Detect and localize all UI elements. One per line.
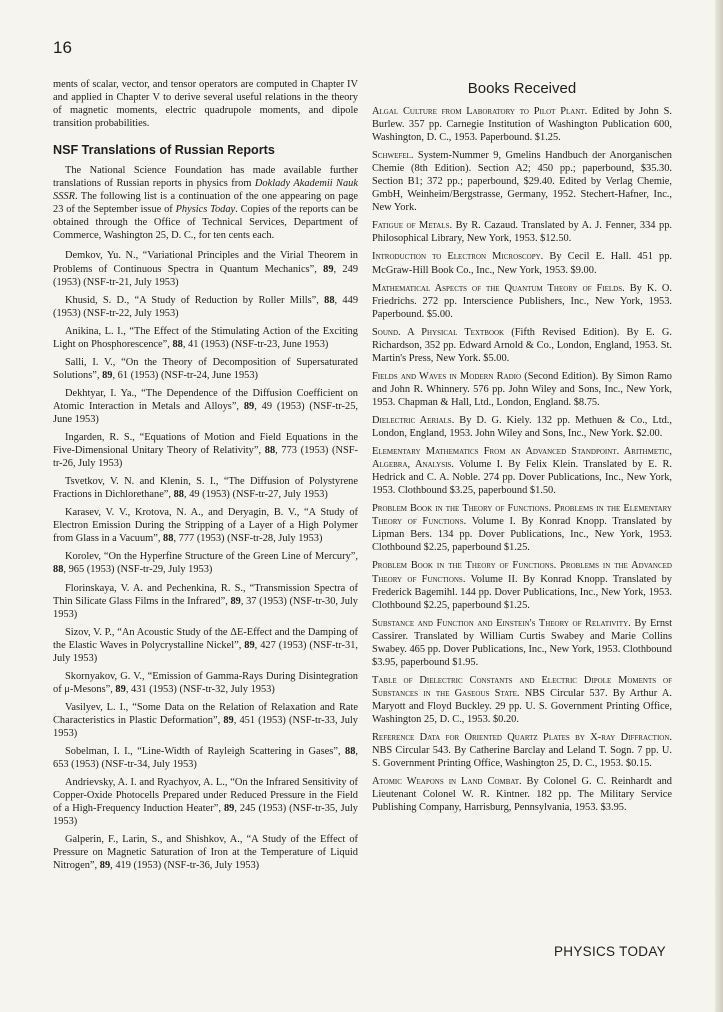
reference-item: Florinskaya, V. A. and Pechenkina, R. S., “Transmission Spectra of Thin Silicate Glass Films in the Infrared”, 89, 37 (1953) (NSF-tr-30, July 1953) bbox=[53, 582, 358, 620]
book-entry: Problem Book in the Theory of Functions. Problems in the Advanced Theory of Functions. Volume II. By Konrad Knopp. Translated by Frederick Bagemihl. 144 pp. Dover Publications, Inc., New York, 1953. Clothbound $2.25, paperbound $1.25. bbox=[372, 560, 672, 611]
book-entry: Introduction to Electron Microscopy. By Cecil E. Hall. 451 pp. McGraw-Hill Book Co., Inc., New York, 1953. $9.00. bbox=[372, 251, 672, 276]
book-entry: Mathematical Aspects of the Quantum Theory of Fields. By K. O. Friedrichs. 272 pp. Interscience Publishers, Inc., New York, 1953. Paperbound. $5.00. bbox=[372, 282, 672, 320]
book-title: Schwefel. bbox=[372, 150, 414, 162]
reference-item: Salli, I. V., “On the Theory of Decomposition of Supersaturated Solutions”, 89, 61 (1953) (NSF-tr-24, June 1953) bbox=[53, 356, 358, 381]
book-entry: Reference Data for Oriented Quartz Plates by X-ray Diffraction. NBS Circular 543. By Catherine Barclay and Leland T. Sogn. 7 pp. U. S. Government Printing Office, Washington 25, D. C., 1953. $0.15. bbox=[372, 732, 672, 770]
reference-item: Andrievsky, A. I. and Ryachyov, A. L., “On the Infrared Sensitivity of Copper-Oxide Photocells Prepared under Reduced Pressure in the Field of a High-Frequency Induction Heater”, 89, 245 (1953) (NSF-tr-35, July 1953) bbox=[53, 777, 358, 828]
reference-item: Khusid, S. D., “A Study of Reduction by Roller Mills”, 88, 449 (1953) (NSF-tr-22, July 1953) bbox=[53, 294, 359, 319]
reference-item: Sobelman, I. I., “Line-Width of Rayleigh Scattering in Gases”, 88, 653 (1953) (NSF-tr-34, July 1953) bbox=[53, 746, 358, 771]
book-entry: Schwefel. System-Nummer 9, Gmelins Handbuch der Anorganischen Chemie (8th Edition). Section A2; 450 pp.; paperbound, $35.30. Section B1; 372 pp.; paperbound, $29.40. Edited by Verlag Chemie, GmbH, Weinheim/Bergstrasse, Germany, 1952. Stechert-Hafner, Inc., New York. bbox=[372, 150, 672, 214]
books-received-heading: Books Received bbox=[467, 80, 577, 97]
book-title: Reference Data for Oriented Quartz Plates by X-ray Diffraction. bbox=[372, 732, 672, 744]
book-title: Problem Book in the Theory of Functions. Problems in the Elementary Theory of Functions. bbox=[372, 503, 672, 528]
reference-item: Ingarden, R. S., “Equations of Motion and Field Equations in the Five-Dimensional Unitary Theory of Relativity”, 88, 773 (1953) (NSF-tr-26, July 1953) bbox=[53, 432, 358, 470]
book-entry: Fields and Waves in Modern Radio (Second Edition). By Simon Ramo and John R. Whinnery. 576 pp. John Wiley and Sons, Inc., New York, 1953. Chapman & Hall, Ltd., London, England. $8.75. bbox=[372, 370, 672, 408]
journal-name: Doklady Akademii Nauk SSSR bbox=[53, 178, 358, 203]
intro-paragraph: ments of scalar, vector, and tensor operators are computed in Chapter IV and applied in Chapter V to derive several useful relations in the theory of magnetic moments, electric quadrupole moments, and dipole transition probabilities. bbox=[53, 79, 358, 130]
book-title: Problem Book in the Theory of Functions. Problems in the Advanced Theory of Functions. bbox=[372, 560, 672, 585]
book-title: Fields and Waves in Modern Radio bbox=[372, 370, 522, 382]
book-title: Atomic Weapons in Land Combat. bbox=[372, 776, 522, 788]
page-number: 16 bbox=[53, 38, 72, 57]
book-title: Elementary Mathematics From an Advanced Standpoint. Arithmetic, Algebra, Analysis. bbox=[372, 446, 672, 471]
book-title: Dielectric Aerials. bbox=[372, 414, 455, 426]
reference-item: Demkov, Yu. N., “Variational Principles and the Virial Theorem in Problems of Continuous Spectra in Quantum Mechanics”, 89, 249 (1953) (NSF-tr-21, July 1953) bbox=[53, 250, 359, 288]
reference-item: Anikina, L. I., “The Effect of the Stimulating Action of the Exciting Light on Phosphorescence”, 88, 41 (1953) (NSF-tr-23, June 1953) bbox=[53, 325, 358, 350]
book-entry: Atomic Weapons in Land Combat. By Colonel G. C. Reinhardt and Lieutenant Colonel W. R. Kintner. 182 pp. The Military Service Publishing Company, Harrisburg, Pennsylvania, 1953. $3.95. bbox=[372, 776, 672, 814]
reference-item: Skornyakov, G. V., “Emission of Gamma-Rays During Disintegration of μ-Mesons”, 89, 431 (1953) (NSF-tr-32, July 1953) bbox=[53, 670, 358, 695]
page-edge bbox=[715, 0, 723, 1012]
left-column bbox=[53, 78, 358, 877]
nsf-intro-paragraph: The National Science Foundation has made available further translations of Russian reports in physics from Doklady Akademii Nauk SSSR. The following list is a continuation of the one appearing on page 23 of the September issue of Physics Today. Copies of the reports can be obtained through the Office of Technical Services, Department of Commerce, Washington 25, D. C., for ten cents each. bbox=[53, 165, 358, 242]
reference-item: Tsvetkov, V. N. and Klenin, S. I., “The Diffusion of Polystyrene Fractions in Dichlorethane”, 88, 49 (1953) (NSF-tr-27, July 1953) bbox=[53, 476, 358, 501]
book-title: Substance and Function and Einstein's Theory of Relativity. bbox=[372, 617, 631, 629]
reference-item: Dekhtyar, I. Ya., “The Dependence of the Diffusion Coefficient on Atomic Interaction in Metals and Alloys”, 89, 49 (1953) (NSF-tr-25, June 1953) bbox=[53, 387, 358, 425]
section-heading: NSF Translations of Russian Reports bbox=[53, 143, 275, 158]
reference-item: Vasilyev, L. I., “Some Data on the Relation of Relaxation and Rate Characteristics in Plastic Deformation”, 89, 451 (1953) (NSF-tr-33, July 1953) bbox=[53, 701, 358, 739]
right-column bbox=[372, 80, 672, 819]
book-title: Fatigue of Metals. bbox=[372, 220, 453, 232]
book-entry: Fatigue of Metals. By R. Cazaud. Translated by A. J. Fenner, 334 pp. Philosophical Library, New York, 1953. $12.50. bbox=[372, 220, 672, 245]
book-entry: Problem Book in the Theory of Functions. Problems in the Elementary Theory of Functions. Volume I. By Konrad Knopp. Translated by Lipman Bers. 134 pp. Dover Publications, Inc., New York, 1953. Clothbound $2.25, paperbound $1.25. bbox=[372, 503, 673, 554]
book-entry: Sound. A Physical Textbook (Fifth Revised Edition). By E. G. Richardson, 352 pp. Edward Arnold & Co., London, England, 1953. St. Martin's Press, New York. $5.00. bbox=[372, 326, 672, 364]
footer-magazine-title: PHYSICS TODAY bbox=[554, 944, 666, 959]
book-entry: Table of Dielectric Constants and Electric Dipole Moments of Substances in the Gaseous State. NBS Circular 537. By Arthur A. Maryott and Floyd Buckley. 29 pp. U. S. Government Printing Office, Washington 25, D. C., 1953. $0.20. bbox=[372, 674, 672, 725]
book-title: Table of Dielectric Constants and Electric Dipole Moments of Substances in the Gaseous State. bbox=[372, 674, 672, 699]
reference-list bbox=[53, 249, 358, 872]
reference-item: Sizov, V. P., “An Acoustic Study of the ΔE-Effect and the Damping of the Elastic Waves in Polycrystalline Nickel”, 89, 427 (1953) (NSF-tr-31, July 1953) bbox=[53, 626, 358, 664]
book-list bbox=[372, 105, 672, 814]
reference-item: Karasev, V. V., Krotova, N. A., and Deryagin, B. V., “A Study of Electron Emission During the Stripping of a Layer of a High Polymer from Glass in a Vacuum”, 88, 777 (1953) (NSF-tr-28, July 1953) bbox=[53, 507, 358, 545]
magazine-name: Physics Today bbox=[175, 204, 236, 216]
book-title: Mathematical Aspects of the Quantum Theory of Fields. bbox=[372, 282, 625, 294]
book-entry: Dielectric Aerials. By D. G. Kiely. 132 pp. Methuen & Co., Ltd., London, England, 1953. John Wiley and Sons, Inc., New York. $2.00. bbox=[372, 414, 672, 440]
book-title: Sound. A Physical Textbook bbox=[372, 326, 505, 338]
book-entry: Substance and Function and Einstein's Theory of Relativity. By Ernst Cassirer. Translated by William Curtis Swabey and Marie Collins Swabey. 465 pp. Dover Publications, Inc., New York, 1953. Clothbound $3.95, paperbound $1.95. bbox=[372, 617, 672, 668]
book-title: Introduction to Electron Microscopy. bbox=[372, 251, 544, 263]
book-entry: Algal Culture from Laboratory to Pilot Plant. Edited by John S. Burlew. 357 pp. Carnegie Institution of Washington Publication 600, Washington, D. C., 1953. Paperbound. $1.25. bbox=[372, 106, 672, 144]
reference-item: Galperin, F., Larin, S., and Shishkov, A., “A Study of the Effect of Pressure on Magnetic Saturation of Iron at the Temperature of Liquid Nitrogen”, 89, 419 (1953) (NSF-tr-36, July 1953) bbox=[53, 834, 358, 872]
book-title: Algal Culture from Laboratory to Pilot Plant. bbox=[372, 106, 588, 117]
book-entry: Elementary Mathematics From an Advanced Standpoint. Arithmetic, Algebra, Analysis. Volume I. By Felix Klein. Translated by E. R. Hedrick and C. A. Noble. 274 pp. Dover Publications, Inc., New York, 1953. Clothbound $3.25, paperbound $1.50. bbox=[372, 446, 672, 497]
reference-item: Korolev, “On the Hyperfine Structure of the Green Line of Mercury”, 88, 965 (1953) (NSF-tr-29, July 1953) bbox=[53, 551, 358, 576]
